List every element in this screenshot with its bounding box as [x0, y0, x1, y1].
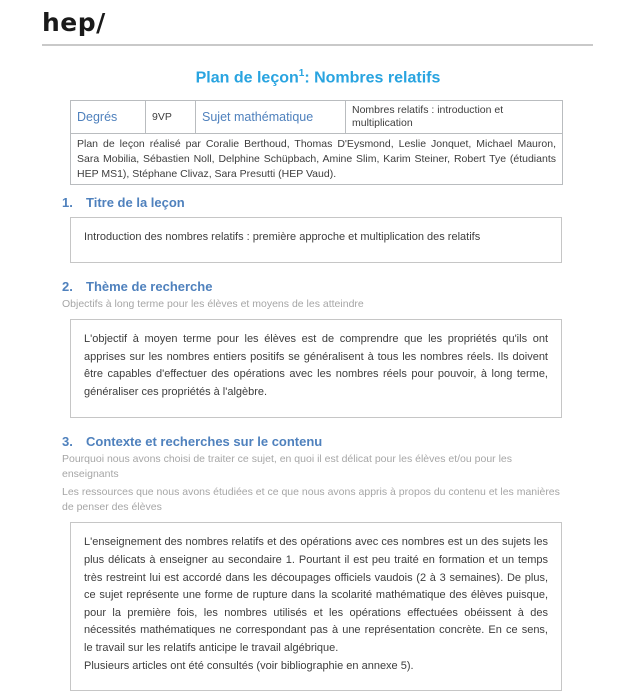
section-2-heading-label: Thème de recherche	[86, 278, 213, 294]
page-title-suffix: : Nombres relatifs	[304, 69, 441, 87]
info-table-authors-row	[71, 134, 563, 185]
section-3-heading	[62, 434, 563, 449]
info-table-header-row	[71, 101, 563, 134]
section-2-box	[70, 319, 562, 417]
section-3-heading-label: Contexte et recherches sur le contenu	[86, 433, 323, 449]
subject-label-cell: Sujet mathématique	[196, 101, 346, 134]
section-2-heading	[62, 279, 563, 294]
authors-cell: Plan de leçon réalisé par Coralie Berthoud, Thomas D'Eysmond, Leslie Jonquet, Michael Mauron, Sara Mobilia, Sébastien Noll, Delphine Schüpbach, Amine Slim, Karim Steiner, Robert Tye (étudiants HEP MS1), Stéphane Clivaz, Sara Presutti (HEP Vaud).	[71, 134, 563, 185]
page-title	[0, 68, 636, 87]
section-1-heading	[62, 195, 563, 210]
section-1-number: 1.	[62, 195, 73, 211]
info-table	[70, 100, 563, 185]
section-1-box	[70, 217, 562, 263]
section-3-subtitle-why: Pourquoi nous avons choisi de traiter ce sujet, en quoi il est délicat pour les élèves et/ou pour les enseignants	[62, 452, 513, 480]
section-2-body-paragraph: L'objectif à moyen terme pour les élèves est de comprendre que les propriétés qu'ils ont apprises sur les nombres entiers positifs se généralisent à tous les nombres réels. Ils doivent être capables d'effectuer des opérations avec les nombres réels pour pouvoir, à long terme, généraliser ces propriétés à l'algèbre.	[84, 333, 548, 398]
degrees-label-cell: Degrés	[71, 101, 146, 134]
section-1-body-paragraph: Introduction des nombres relatifs : première approche et multiplication des relatifs	[84, 231, 481, 244]
section-3-body-paragraph-1: L'enseignement des nombres relatifs et des opérations avec ces nombres est un des sujets les plus délicats à enseigner au secondaire 1. Pourtant il est peu traité en formation et un temps très restreint lui est accordé dans les découpages officiels vaudois (2 à 3 semaines). De plus, ce sujet représente une forme de rupture dans la scolarité mathématique des élèves puisque, pour la première fois, les nombres utilisés et les opérations effectuées obéissent à des nécessités mathématiques ne correspondant pas à une représentation concrète. En ce sens, le travail sur les relatifs anticipe le travail algébrique.	[84, 536, 548, 654]
hep-logo: hep/	[42, 8, 106, 37]
section-2-subtitle: Objectifs à long terme pour les élèves et moyens de les atteindre	[62, 297, 364, 310]
footnote-reference: 1	[298, 68, 305, 79]
section-3-box	[70, 522, 562, 691]
header-divider	[42, 44, 593, 46]
section-1-heading-label: Titre de la leçon	[86, 195, 185, 211]
document-content	[62, 100, 563, 691]
section-3-number: 3.	[62, 433, 73, 449]
section-2-number: 2.	[62, 278, 73, 294]
page-title-prefix: Plan de leçon	[195, 69, 299, 87]
degrees-value-cell: 9VP	[146, 101, 196, 134]
section-3-subtitle-resources: Les ressources que nous avons étudiées et ce que nous avons appris à propos du contenu et les manières de penser des élèves	[62, 485, 560, 514]
subject-value-cell: Nombres relatifs : introduction et multiplication	[346, 101, 563, 134]
section-3-body-paragraph-2: Plusieurs articles ont été consultés (voir bibliographie en annexe 5).	[84, 659, 414, 672]
